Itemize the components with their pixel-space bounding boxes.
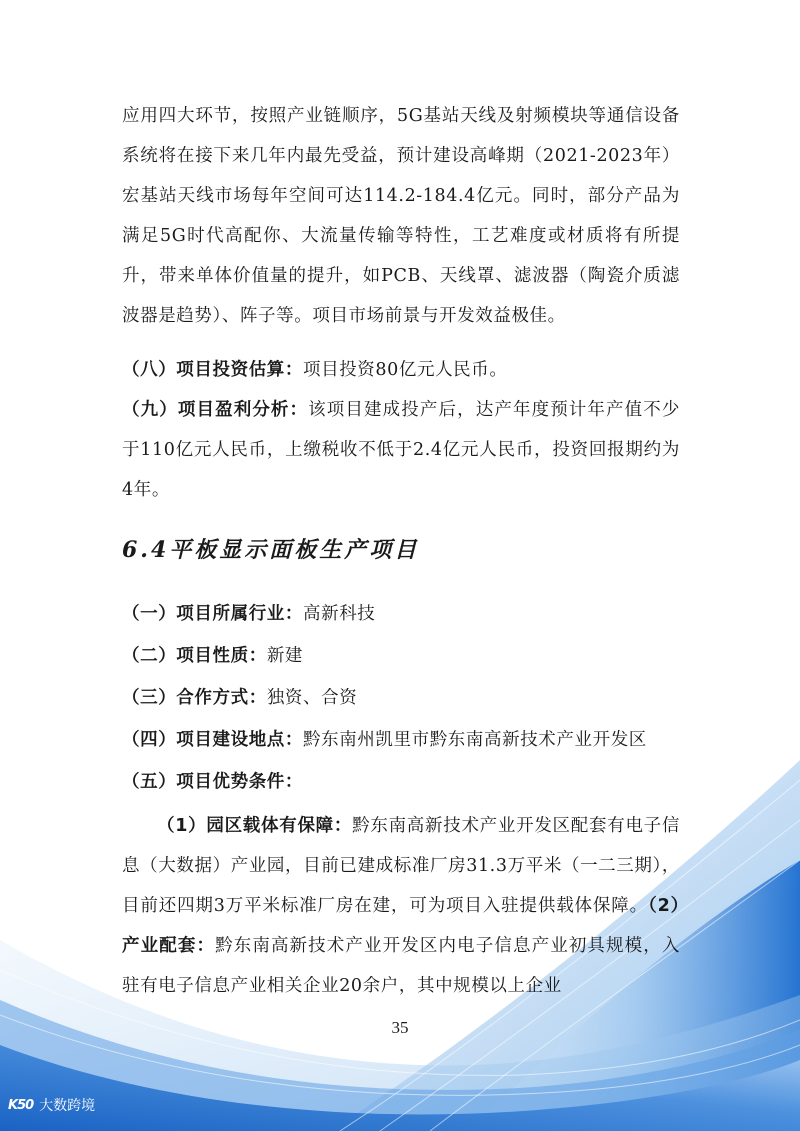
item-advantages <box>122 762 303 802</box>
paragraph-top: 应用四大环节，按照产业链顺序，5G基站天线及射频模块等通信设备系统将在接下来几年内最先受益，预计建设高峰期（2021-2023年）宏基站天线市场每年空间可达114.2-184.4亿元。同时，部分产品为满足5G时代高配你、大流量传输等特性，工艺难度或材质将有所提升，带来单体价值量的提升，如PCB、天线罩、滤波器（陶瓷介质滤波器是趋势）、阵子等。项目市场前景与开发效益极佳。 <box>122 106 680 326</box>
item-cooperation-value: 独资、合资 <box>266 688 358 708</box>
item-advantages-label: （五）项目优势条件： <box>122 772 303 792</box>
item-industry-value: 高新科技 <box>303 604 376 624</box>
item-cooperation-label: （三）合作方式： <box>122 688 267 708</box>
item-nature <box>122 636 303 676</box>
item-location-value: 黔东南州凯里市黔东南高新技术产业开发区 <box>303 730 647 750</box>
item-industry <box>122 594 375 634</box>
item-cooperation <box>122 678 357 718</box>
advantage-2-text: 黔东南高新技术产业开发区内电子信息产业初具规模，入驻有电子信息产业相关企业20余户，其中规模以上企业 <box>122 936 681 996</box>
item-industry-label: （一）项目所属行业： <box>122 604 303 624</box>
section-heading: 6.4平板显示面板生产项目 <box>122 537 420 563</box>
item-profit <box>122 390 680 510</box>
item-location-label: （四）项目建设地点： <box>122 730 303 750</box>
item-investment-text: 项目投资80亿元人民币。 <box>303 360 508 380</box>
logo-text: 大数跨境 <box>39 1098 96 1114</box>
advantage-paragraph <box>122 806 680 1006</box>
item-investment <box>122 350 507 390</box>
item-investment-label: （八）项目投资估算： <box>122 360 303 380</box>
page-number: 35 <box>391 1018 409 1037</box>
advantage-2-label: （2）产业配套： <box>122 896 680 956</box>
item-nature-value: 新建 <box>266 646 304 666</box>
watermark-logo <box>8 1095 95 1115</box>
advantage-1-text: 黔东南高新技术产业开发区配套有电子信息（大数据）产业园，目前已建成标准厂房31.3万平米（一二三期），目前还四期3万平米标准厂房在建，可为项目入驻提供载体保障。 <box>122 816 680 916</box>
item-nature-label: （二）项目性质： <box>122 646 267 666</box>
logo-mark: K50 <box>8 1097 34 1113</box>
advantage-1-label: （1）园区载体有保障： <box>157 816 353 836</box>
item-profit-text: 该项目建成投产后，达产年度预计年产值不少于110亿元人民币，上缴税收不低于2.4亿元人民币，投资回报期约为4年。 <box>122 400 680 500</box>
item-profit-label: （九）项目盈利分析： <box>122 400 309 420</box>
item-location <box>122 720 647 760</box>
